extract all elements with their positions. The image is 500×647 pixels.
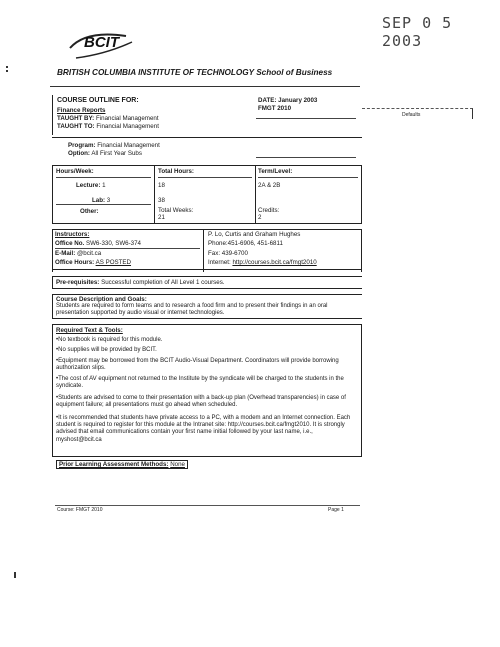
table-border (52, 294, 53, 318)
table-border (52, 324, 53, 456)
required-item: •The cost of AV equipment not returned to the Institute by the syndicate will be charged to the students in the syndicate. (56, 376, 344, 390)
rule (52, 276, 362, 277)
taught-to-value: Financial Management (96, 123, 159, 130)
fax-label: Fax: (208, 250, 221, 257)
table-border (52, 229, 53, 272)
credits-label: Credits: (258, 207, 280, 214)
margin-mark (6, 70, 8, 72)
lecture-total: 18 (158, 182, 165, 189)
rule (56, 204, 151, 205)
credits-value: 2 (258, 214, 262, 221)
required-item: •Equipment may be borrowed from the BCIT Audio-Visual Department. Coordinators will provide borrowing authorization slips. (56, 358, 339, 372)
header-rule (50, 86, 360, 87)
instructors-top (52, 229, 362, 230)
footer-left: Course: FMGT 2010 (57, 507, 103, 513)
date-label: DATE: January 2003 (258, 97, 318, 104)
footer-right: Page 1 (328, 507, 344, 513)
required-item: •It is recommended that students have private access to a PC, with a modem and an Internet connection. Each student is required to register for this module at the Intranet site: http://courses.bcit.ca/fmgt2010. It is strongly advised that email communications contain your first name initial followed by your last name, i.e., myshost@bcit.ca (56, 415, 351, 443)
taught-by-value: Financial Management (95, 115, 159, 122)
rule (158, 177, 252, 178)
total-weeks-label: Total Weeks: (158, 207, 194, 214)
logo-text: BCIT (84, 34, 119, 51)
hours-table-top (52, 165, 362, 166)
table-border (154, 165, 155, 223)
required-label: Required Text & Tools: (56, 327, 123, 334)
prereq-value: Successful completion of All Level 1 courses. (101, 279, 225, 286)
internet-label: Internet: (208, 259, 231, 266)
table-border (203, 229, 204, 272)
rule (256, 157, 356, 158)
rule (52, 318, 362, 319)
prereq-label: Pre-requisites: (56, 279, 100, 286)
hours-week-label: Hours/Week: (56, 168, 94, 175)
lab-value: 3 (106, 197, 111, 204)
course-code: FMGT 2010 (258, 105, 292, 112)
office-hours-value: AS POSTED (95, 259, 132, 266)
course-title: Finance Reports (57, 107, 106, 114)
rule (52, 137, 362, 138)
pla-box (56, 460, 188, 469)
rule (256, 118, 356, 119)
table-border (361, 324, 362, 456)
defaults-label: Defaults (402, 112, 421, 118)
required-item: •No supplies will be provided by BCIT. (56, 347, 157, 353)
rule (52, 456, 362, 457)
total-hours-label: Total Hours: (158, 168, 194, 175)
table-border (255, 165, 256, 223)
taught-to-label: TAUGHT TO: (57, 123, 95, 130)
required-item: •No textbook is required for this module. (56, 337, 163, 343)
office-no-label: Office No. (55, 240, 85, 247)
margin-mark (14, 572, 16, 578)
box-left-border (52, 95, 53, 135)
rule (56, 177, 151, 178)
instructors-label: Instructors: (55, 231, 90, 238)
program-label: Program: (68, 142, 96, 149)
other-label: Other: (80, 208, 99, 215)
instructors-names: P. Lo, Curtis and Graham Hughes (208, 231, 301, 238)
rule (52, 288, 362, 289)
phone-label: Phone: (208, 240, 228, 247)
school-name: BRITISH COLUMBIA INSTITUTE OF TECHNOLOGY School of Business (57, 68, 333, 77)
email-value[interactable]: @bcit.ca (77, 250, 102, 257)
footer-rule (55, 505, 360, 506)
course-outline-label: COURSE OUTLINE FOR: (57, 97, 139, 104)
rule (52, 324, 362, 325)
description-text: Students are required to form teams and to research a food firm and to present their findings in an oral presentation supported by audio visual or internet technologies. (56, 303, 328, 317)
rule (55, 248, 200, 249)
description-label: Course Description and Goals: (56, 296, 147, 303)
instructors-bottom (52, 269, 362, 270)
date-received-stamp: SEP 0 5 2003 (382, 14, 453, 50)
rule (258, 177, 358, 178)
term-level-label: Term/Level: (258, 168, 293, 175)
pla-label: Prior Learning Assessment Methods: (59, 461, 169, 468)
program-value: Financial Management (97, 142, 160, 149)
lab-label: Lab: (92, 197, 106, 204)
option-value: All First Year Subs (91, 150, 142, 157)
lab-total: 38 (158, 197, 165, 204)
margin-mark (6, 66, 8, 68)
phone-value: 451-6906, 451-6811 (227, 240, 283, 247)
lecture-label: Lecture: (76, 182, 101, 189)
total-weeks-value: 21 (158, 214, 165, 221)
table-border (361, 229, 362, 272)
bcit-logo (66, 28, 136, 62)
fax-value: 439-6700 (221, 250, 248, 257)
taught-by-label: TAUGHT BY: (57, 115, 95, 122)
office-hours-label: Office Hours: (55, 259, 95, 266)
lecture-value: 1 (102, 182, 106, 189)
email-label: E-Mail: (55, 250, 76, 257)
required-item: •Students are advised to come to their presentation with a back-up plan (Overhead transparencies) in case of equipment failure; all presentations must go ahead when scheduled. (56, 395, 346, 409)
table-border (52, 276, 53, 288)
rule (52, 294, 362, 295)
table-border (52, 165, 53, 223)
table-border (361, 165, 362, 223)
hours-table-bottom (52, 223, 362, 224)
internet-link[interactable]: http://courses.bcit.ca/fmgt2010 (232, 259, 317, 266)
pla-value: None (170, 461, 185, 468)
office-no-value: SW6-330, SW6-374 (85, 240, 141, 247)
term-value: 2A & 2B (258, 182, 281, 189)
option-label: Option: (68, 150, 90, 157)
